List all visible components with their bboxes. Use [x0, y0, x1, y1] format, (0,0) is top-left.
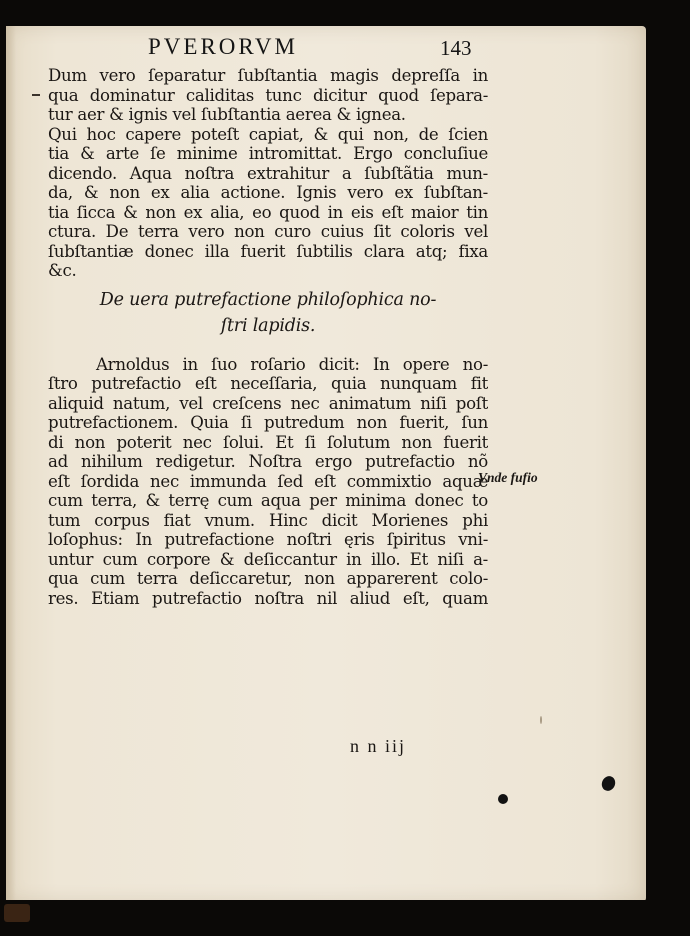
running-head: PVERORVM	[148, 34, 298, 59]
text-line: cum terra, & terrę cum aqua per minima donec to	[48, 491, 488, 510]
main-text-block	[48, 66, 488, 608]
text-line: tum corpus fiat vnum. Hinc dicit Morienes phi	[48, 510, 488, 530]
text-line: qua cum terra deſiccaretur, non apparerent colo-	[48, 569, 488, 588]
text-line: tia & arte ſe minime intromittat. Ergo concluſiue	[48, 144, 488, 163]
text-line: aliquid natum, vel creſcens nec animatum niſi poſt	[48, 393, 488, 413]
text-line: da, & non ex alia actione. Ignis vero ex ſubſtan-	[48, 183, 488, 202]
section-heading: De uera putrefactione philoſophica no-	[99, 289, 437, 310]
text-line: eſt ſordida nec immunda ſed eſt commixtio aquæ	[48, 471, 488, 491]
text-line: ſtro putrefactio eſt neceſſaria, quia nunquam fit	[48, 374, 488, 393]
folio-number: 143	[440, 36, 472, 60]
signature-mark: n n iij	[350, 736, 407, 756]
text-line: untur cum corpore & deſiccantur in illo. Et niſi a-	[48, 549, 488, 569]
text-line: &c.	[48, 261, 77, 280]
text-line: res. Etiam putrefactio noſtra nil aliud eſt, quam	[48, 588, 488, 608]
text-line: tia ſicca & non ex alia, eo quod in eis eſt maior tin	[48, 202, 488, 222]
text-line: loſophus: In putrefactione noſtri ęris ſpiritus vni-	[48, 530, 488, 549]
text-line: Arnoldus in ſuo roſario dicit: In opere no-	[96, 354, 488, 374]
margin-note: Vnde fufio	[478, 470, 538, 485]
text-line: ctura. De terra vero non curo cuius ſit coloris vel	[48, 222, 488, 241]
page-gutter-shadow	[6, 26, 16, 902]
text-line: tur aer & ignis vel ſubſtantia aerea & ignea.	[48, 105, 406, 124]
text-line: dicendo. Aqua noſtra extrahitur a ſubſtãtia mun-	[48, 163, 488, 183]
text-line: Dum vero ſeparatur ſubſtantia magis depreſſa in	[48, 66, 488, 85]
text-line: di non poterit nec ſolui. Et ſi ſolutum non fuerit	[48, 432, 488, 452]
ink-spot	[498, 794, 508, 804]
text-line: putrefactionem. Quia ſi putredum non fuerit, ſun	[48, 413, 488, 432]
color-calibration-mark	[4, 904, 30, 922]
text-line: Qui hoc capere poteſt capiat, & qui non, de ſcien	[48, 124, 488, 144]
text-line: qua dominatur caliditas tunc dicitur quod ſepara-	[48, 85, 488, 105]
scanner-background	[0, 900, 690, 936]
margin-dash-mark	[32, 94, 40, 96]
paper-speck	[540, 716, 542, 724]
text-line: ſubſtantiæ donec illa fuerit ſubtilis clara atq; fixa	[48, 241, 488, 261]
section-heading: ſtri lapidis.	[220, 315, 316, 336]
text-line: ad nihilum redigetur. Noſtra ergo putrefactio nõ	[48, 452, 488, 471]
